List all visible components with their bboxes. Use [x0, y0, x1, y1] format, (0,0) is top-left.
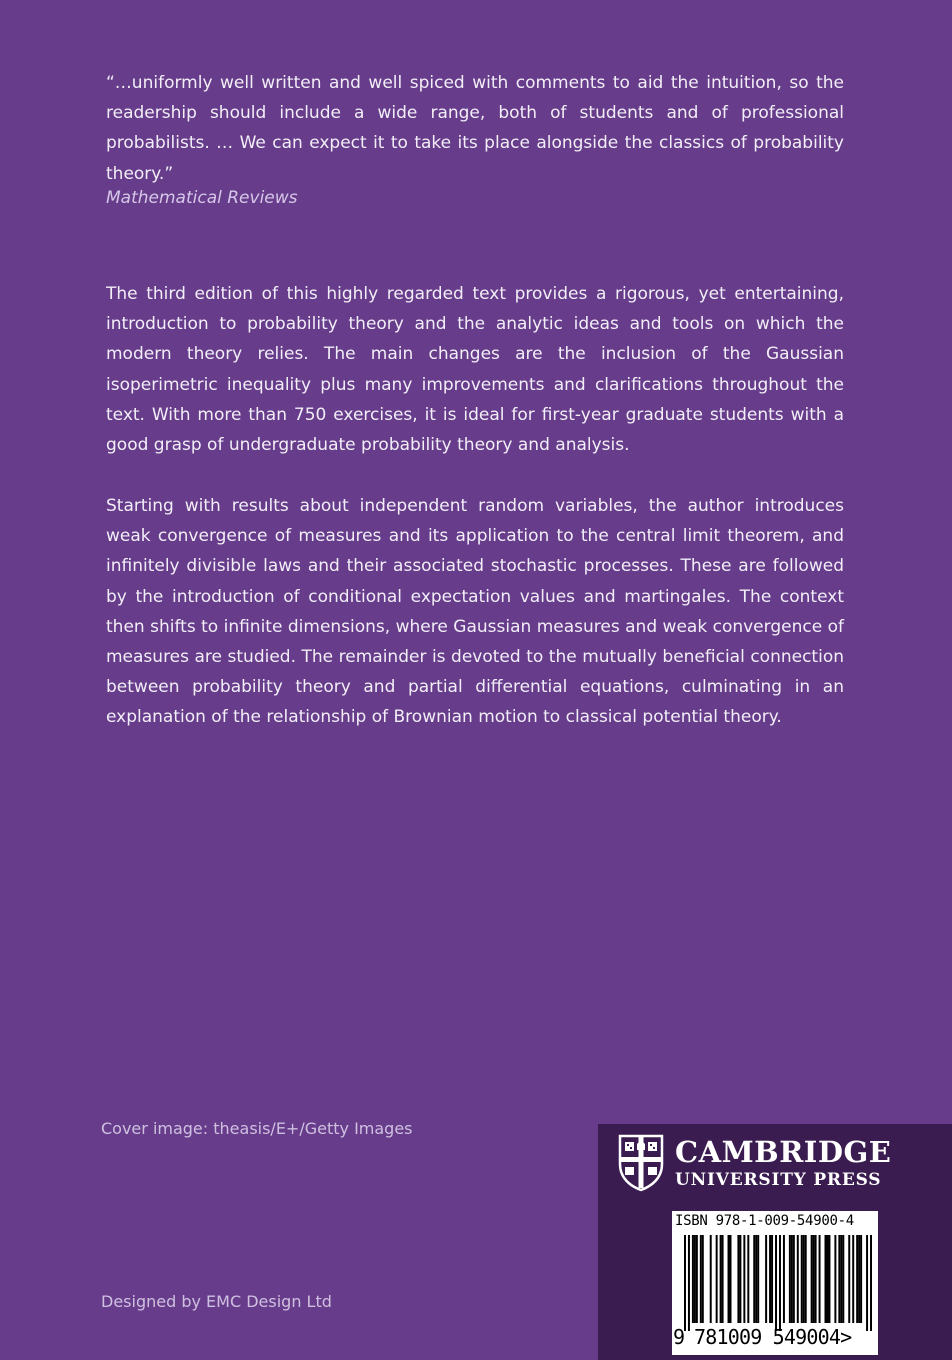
barcode-bar: [716, 1235, 718, 1323]
description-paragraph-2: Starting with results about independent random variables, the author introduces weak convergence of measures and its application to the central limit theorem, and infinitely divisible laws and their associated stochastic processes. These are followed by the introduction of conditional expectation values and martingales. The context then shifts to infinite dimensions, where Gaussian measures and weak convergence of measures are studied. The remainder is devoted to the mutually beneficial connection between probability theory and partial differential equations, culminating in an explanation of the relationship of Brownian motion to classical potential theory.: [106, 496, 844, 728]
barcode-bar: [710, 1235, 712, 1323]
barcode-bar: [858, 1235, 860, 1323]
barcode-bar: [755, 1235, 757, 1323]
barcode-bar: [819, 1235, 821, 1323]
barcode-bar: [779, 1235, 781, 1331]
barcode-bar: [852, 1235, 854, 1323]
ean-first-digit: 9: [673, 1325, 686, 1349]
barcode-bar: [684, 1235, 686, 1331]
barcode-bar: [753, 1235, 755, 1323]
barcode-bar: [743, 1235, 745, 1323]
cambridge-shield-icon: [618, 1134, 664, 1192]
barcode-bar: [720, 1235, 722, 1323]
barcode-bar: [700, 1235, 702, 1323]
barcode-bar: [840, 1235, 842, 1323]
barcode-bar: [848, 1235, 850, 1323]
barcode-bar: [730, 1235, 732, 1323]
barcode-bar: [688, 1235, 690, 1331]
barcode-bar: [737, 1235, 739, 1323]
barcode-bar: [783, 1235, 785, 1323]
barcode-bar: [828, 1235, 830, 1323]
barcode-bar: [838, 1235, 840, 1323]
barcode-bar: [765, 1235, 767, 1323]
review-quote: “…uniformly well written and well spiced with comments to aid the intuition, so the readership should include a wide range, both of students and of professional probabilists. … We can expect it to take its place alongside the classics of probability theory.”: [106, 73, 844, 184]
barcode-bar: [728, 1235, 730, 1323]
barcode-bar: [775, 1235, 777, 1331]
barcode-bar: [797, 1235, 799, 1323]
barcode-bar: [739, 1235, 741, 1323]
barcode-bar: [870, 1235, 872, 1331]
barcode-bar: [805, 1235, 807, 1323]
barcode-bar: [842, 1235, 844, 1323]
barcode-bar: [747, 1235, 749, 1323]
barcode-bar: [771, 1235, 773, 1323]
barcode-bar: [694, 1235, 696, 1323]
barcode-bar: [702, 1235, 704, 1323]
barcode-bar: [813, 1235, 815, 1323]
cover-image-credit: Cover image: theasis/E+/Getty Images: [101, 1119, 413, 1138]
barcode-bar: [826, 1235, 828, 1323]
design-credit: Designed by EMC Design Ltd: [101, 1292, 332, 1311]
barcode-bar: [722, 1235, 724, 1323]
isbn-label: ISBN 978-1-009-54900-4: [675, 1213, 854, 1229]
barcode-bar: [834, 1235, 836, 1323]
barcode-bar: [803, 1235, 805, 1323]
barcode-bar: [866, 1235, 868, 1331]
publisher-panel: [598, 1124, 952, 1360]
barcode-bar: [692, 1235, 694, 1323]
barcode-bar: [769, 1235, 771, 1323]
barcode-bar: [801, 1235, 803, 1323]
barcode-bar: [793, 1235, 795, 1323]
barcode-bars: [684, 1235, 872, 1331]
barcode-bar: [696, 1235, 698, 1323]
barcode-bar: [757, 1235, 759, 1323]
review-source: Mathematical Reviews: [106, 188, 298, 208]
barcode-bar: [856, 1235, 858, 1323]
barcode-bar: [815, 1235, 817, 1323]
description-paragraph-1: The third edition of this highly regarded text provides a rigorous, yet entertaining, introduction to probability theory and the analytic ideas and tools on which the modern theory relies. The main changes are the inclusion of the Gaussian isoperimetric inequality plus many improvements and clarifications throughout the text. With more than 750 exercises, it is ideal for first-year graduate students with a good grasp of undergraduate probability theory and analysis.: [106, 284, 844, 456]
publisher-name: CAMBRIDGE: [675, 1135, 892, 1169]
barcode-bar: [791, 1235, 793, 1323]
barcode-bar: [860, 1235, 862, 1323]
barcode-bar: [811, 1235, 813, 1323]
ean-digits: 781009 549004>: [694, 1325, 852, 1349]
isbn-barcode: [672, 1211, 878, 1355]
publisher-subname: UNIVERSITY PRESS: [675, 1170, 882, 1190]
barcode-bar: [825, 1235, 827, 1323]
barcode-bar: [789, 1235, 791, 1323]
